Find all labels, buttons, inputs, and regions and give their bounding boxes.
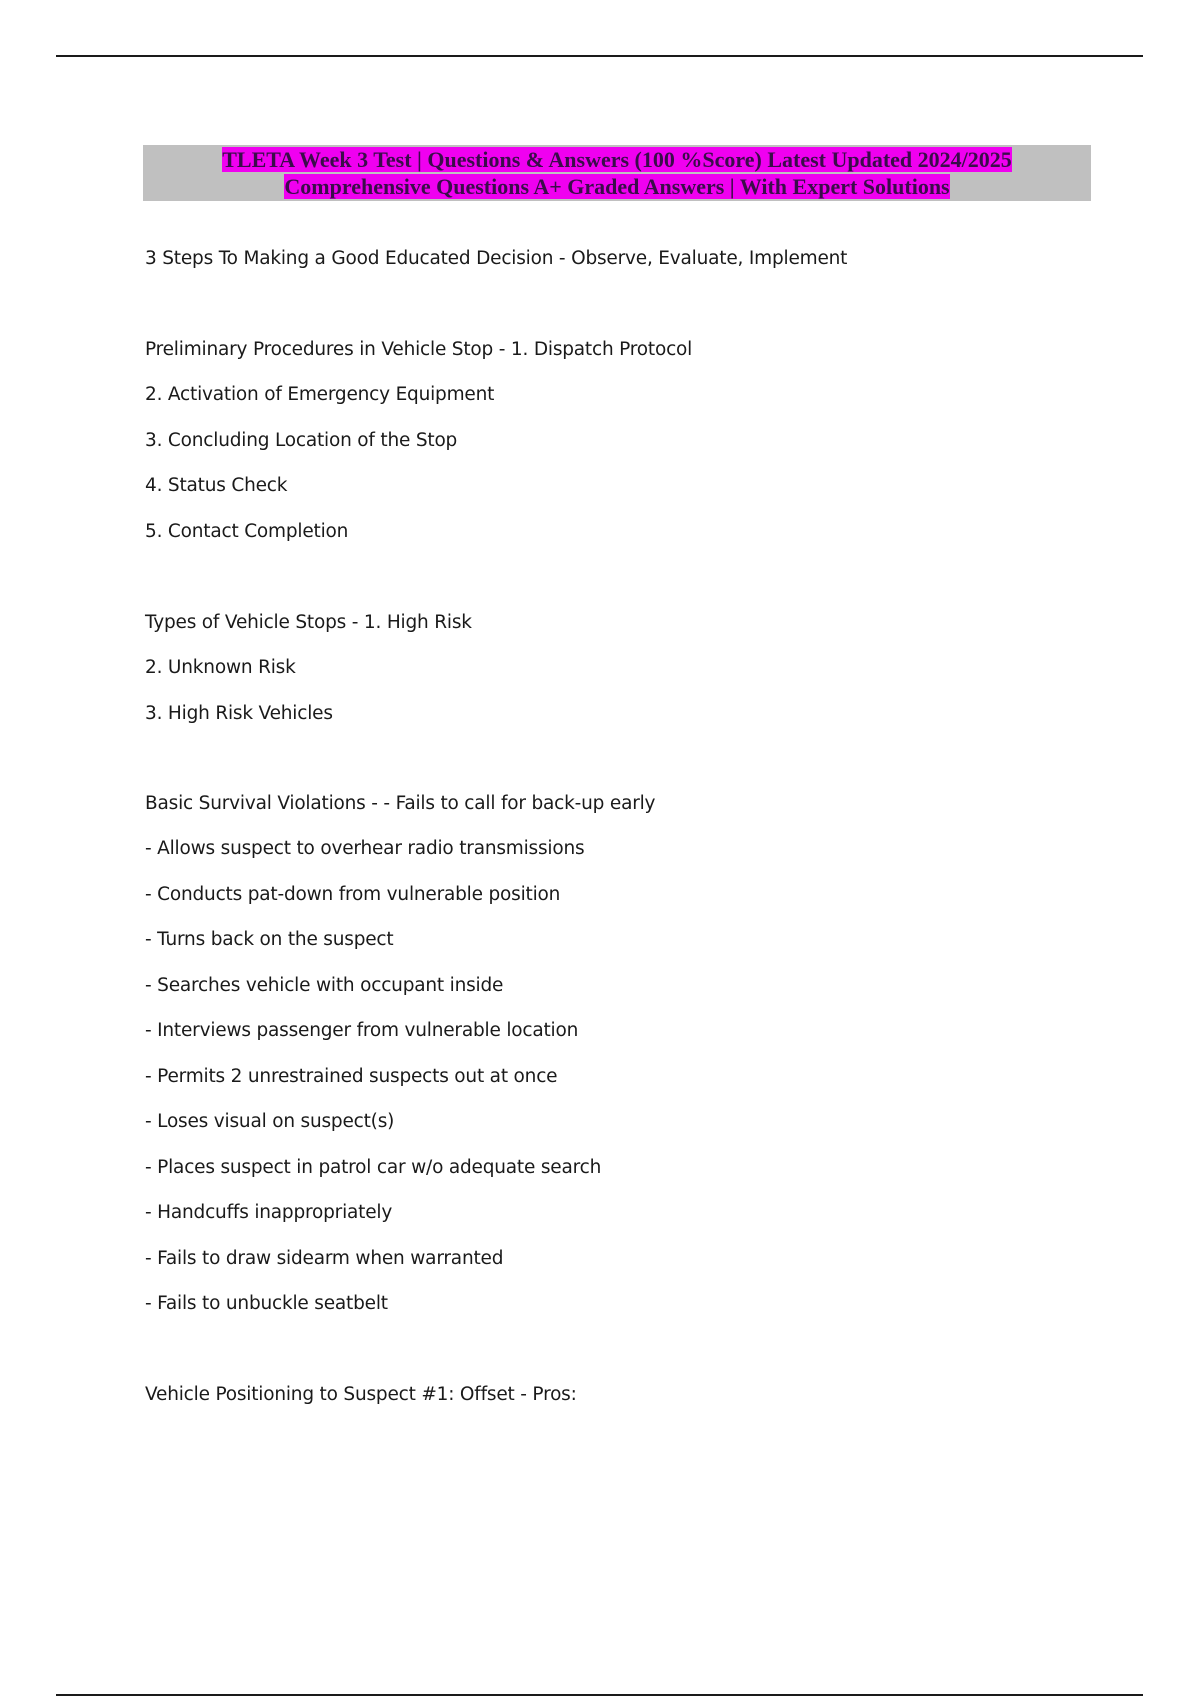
text-line: - Fails to draw sidearm when warranted: [145, 1248, 504, 1269]
text-line: Preliminary Procedures in Vehicle Stop - 1. Dispatch Protocol: [145, 339, 693, 360]
text-line: 3. High Risk Vehicles: [145, 703, 333, 724]
text-line: - Interviews passenger from vulnerable location: [145, 1020, 579, 1041]
text-line: Basic Survival Violations - - Fails to call for back-up early: [145, 793, 656, 814]
text-line: - Places suspect in patrol car w/o adequate search: [145, 1157, 602, 1178]
text-line: - Turns back on the suspect: [145, 929, 394, 950]
text-line: - Allows suspect to overhear radio transmissions: [145, 838, 585, 859]
text-line: - Searches vehicle with occupant inside: [145, 975, 504, 996]
text-line: 5. Contact Completion: [145, 521, 349, 542]
text-line: Types of Vehicle Stops - 1. High Risk: [145, 612, 472, 633]
text-line: 3. Concluding Location of the Stop: [145, 430, 458, 451]
text-line: - Loses visual on suspect(s): [145, 1111, 395, 1132]
title-line-1: TLETA Week 3 Test | Questions & Answers (100 %Score) Latest Updated 2024/2025: [222, 147, 1012, 172]
text-line: 3 Steps To Making a Good Educated Decision - Observe, Evaluate, Implement: [145, 248, 848, 269]
text-line: Vehicle Positioning to Suspect #1: Offset - Pros:: [145, 1384, 577, 1405]
text-line: - Handcuffs inappropriately: [145, 1202, 393, 1223]
text-line: 2. Activation of Emergency Equipment: [145, 384, 495, 405]
text-line: - Conducts pat-down from vulnerable position: [145, 884, 561, 905]
document-title: [143, 145, 1091, 201]
text-line: 4. Status Check: [145, 475, 288, 496]
text-line: - Fails to unbuckle seatbelt: [145, 1293, 388, 1314]
text-line: 2. Unknown Risk: [145, 657, 296, 678]
title-line-2: Comprehensive Questions A+ Graded Answers | With Expert Solutions: [284, 174, 950, 199]
footer-rule: [56, 1694, 1143, 1696]
header-rule: [56, 55, 1143, 57]
text-line: - Permits 2 unrestrained suspects out at once: [145, 1066, 558, 1087]
